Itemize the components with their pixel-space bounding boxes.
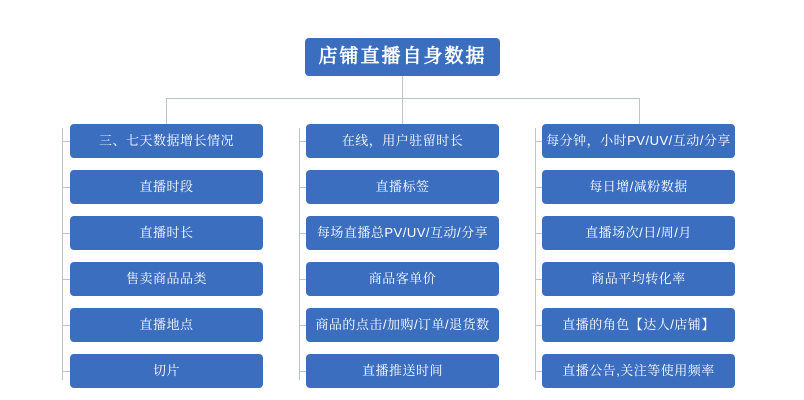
connector-stub-middle-5	[299, 325, 306, 326]
connector-stub-left-1	[62, 141, 70, 142]
node-left-5	[70, 308, 263, 342]
connector-stub-middle-4	[299, 279, 306, 280]
node-right-5-label: 直播的角色【达人/店铺】	[562, 316, 715, 332]
node-left-3	[70, 216, 263, 250]
node-left-1	[70, 124, 263, 158]
node-left-6	[70, 354, 263, 388]
node-middle-6-label: 直播推送时间	[361, 362, 443, 378]
node-right-3	[542, 216, 735, 250]
node-right-2	[542, 170, 735, 204]
node-right-6	[542, 354, 735, 388]
root-node	[305, 38, 500, 76]
node-right-3-label: 直播场次/日/周/月	[585, 224, 692, 240]
connector-stub-left-6	[62, 371, 70, 372]
connector-stub-left-4	[62, 279, 70, 280]
node-middle-3	[306, 216, 499, 250]
node-middle-4	[306, 262, 499, 296]
node-right-5	[542, 308, 735, 342]
node-left-6-label: 切片	[152, 362, 180, 378]
connector-stub-right-1	[535, 141, 542, 142]
node-left-4-label: 售卖商品品类	[125, 270, 207, 286]
connector-spine-right	[535, 128, 536, 380]
node-middle-1	[306, 124, 499, 158]
node-left-2	[70, 170, 263, 204]
connector-stub-right-3	[535, 233, 542, 234]
node-middle-2	[306, 170, 499, 204]
connector-spine-left	[62, 128, 63, 380]
node-left-5-label: 直播地点	[139, 316, 194, 332]
node-middle-6	[306, 354, 499, 388]
node-right-1-label: 每分钟，小时PV/UV/互动/分享	[546, 132, 731, 148]
node-middle-2-label: 直播标签	[375, 178, 430, 194]
node-middle-5-label: 商品的点击/加购/订单/退货数	[315, 316, 490, 332]
root-node-label: 店铺直播自身数据	[318, 45, 487, 67]
node-right-1	[542, 124, 735, 158]
connector-stub-left-2	[62, 187, 70, 188]
connector-stub-right-6	[535, 371, 542, 372]
connector-stub-left-3	[62, 233, 70, 234]
connector-root-stem	[402, 76, 403, 98]
connector-stub-middle-6	[299, 371, 306, 372]
node-right-4-label: 商品平均转化率	[591, 270, 686, 286]
connector-stub-right-4	[535, 279, 542, 280]
node-middle-3-label: 每场直播总PV/UV/互动/分享	[316, 224, 489, 240]
connector-spine-middle	[299, 128, 300, 380]
connector-stub-middle-3	[299, 233, 306, 234]
node-right-6-label: 直播公告,关注等使用频率	[562, 362, 715, 378]
node-left-1-label: 三、七天数据增长情况	[98, 132, 234, 148]
connector-stub-right-5	[535, 325, 542, 326]
connector-stub-middle-1	[299, 141, 306, 142]
connector-stub-left-5	[62, 325, 70, 326]
connector-stub-middle-2	[299, 187, 306, 188]
node-right-2-label: 每日增/减粉数据	[589, 178, 688, 194]
node-middle-5	[306, 308, 499, 342]
node-left-2-label: 直播时段	[139, 178, 194, 194]
node-right-4	[542, 262, 735, 296]
connector-stub-right-2	[535, 187, 542, 188]
node-left-4	[70, 262, 263, 296]
node-middle-1-label: 在线，用户驻留时长	[341, 132, 464, 148]
node-middle-4-label: 商品客单价	[368, 270, 437, 286]
node-left-3-label: 直播时长	[139, 224, 194, 240]
